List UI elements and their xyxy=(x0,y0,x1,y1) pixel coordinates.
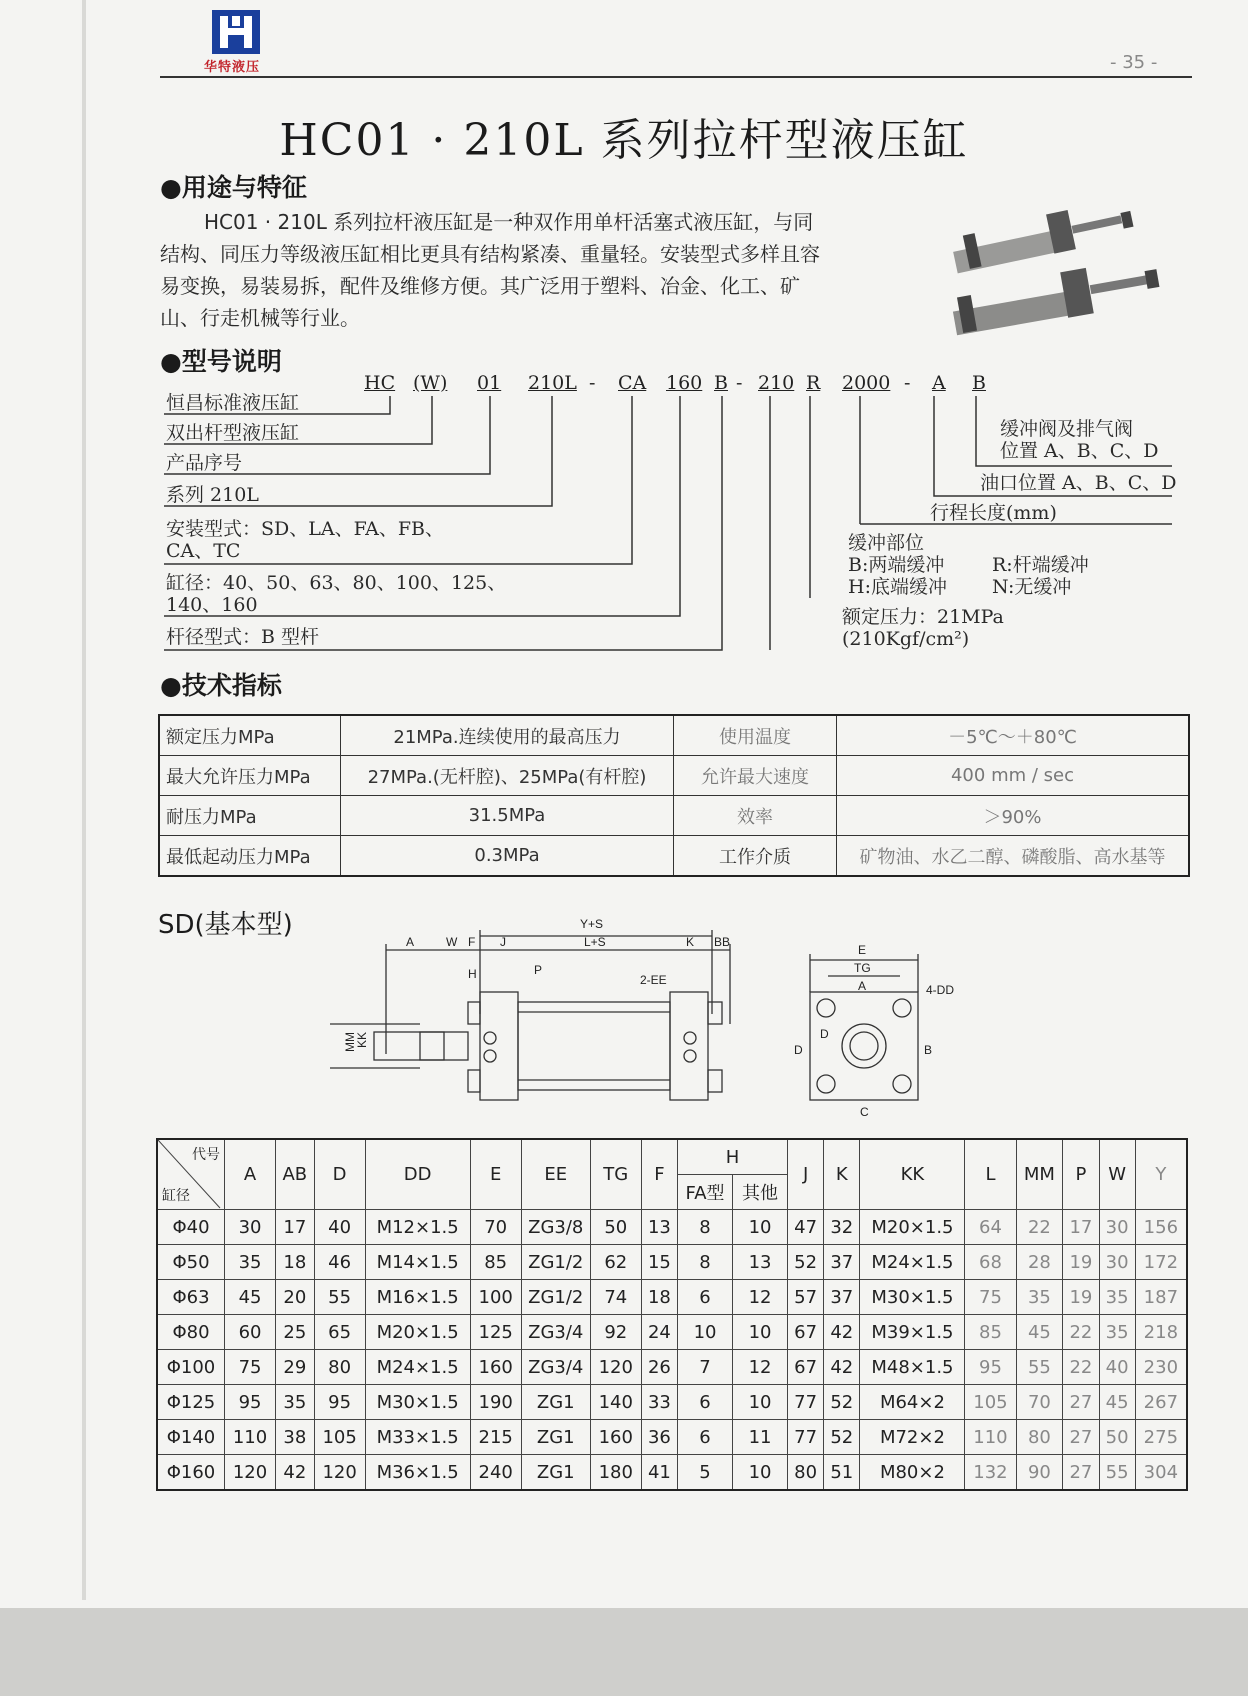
dimension-cell: 52 xyxy=(824,1420,860,1455)
dimension-cell: 80 xyxy=(314,1350,365,1385)
dimension-cell: 105 xyxy=(965,1385,1016,1420)
dimension-cell: 10 xyxy=(733,1315,788,1350)
dimension-table xyxy=(156,1138,1188,1491)
label-cushion-valve-pos: 位置 A、B、C、D xyxy=(1000,440,1159,462)
corner-cell xyxy=(157,1139,225,1210)
label-pressure-kgf: (210Kgf/cm²) xyxy=(842,628,970,650)
scan-bottom-shadow xyxy=(0,1608,1248,1696)
dimension-cell: 160 xyxy=(470,1350,521,1385)
dimension-cell: 13 xyxy=(641,1210,677,1245)
tech-label: 最低起动压力MPa xyxy=(159,836,341,877)
dimension-cell: 180 xyxy=(590,1455,641,1491)
dimension-cell: 10 xyxy=(733,1210,788,1245)
dimension-cell: 275 xyxy=(1135,1420,1187,1455)
label-cushion-valve: 缓冲阀及排气阀 xyxy=(1000,418,1134,440)
dimension-cell: 10 xyxy=(733,1385,788,1420)
col-ee: EE xyxy=(521,1139,590,1210)
col-h-other: 其他 xyxy=(733,1175,788,1210)
dimension-cell: 105 xyxy=(314,1420,365,1455)
dimension-cell: ZG1 xyxy=(521,1420,590,1455)
dimension-cell: M30×1.5 xyxy=(365,1385,470,1420)
col-e: E xyxy=(470,1139,521,1210)
dimension-cell: M36×1.5 xyxy=(365,1455,470,1491)
tech-label: 工作介质 xyxy=(674,836,837,877)
dimension-cell: 215 xyxy=(470,1420,521,1455)
dimension-cell: 30 xyxy=(225,1210,276,1245)
table-header-row xyxy=(157,1139,1187,1175)
dimension-cell: ZG1 xyxy=(521,1385,590,1420)
dimension-cell: M20×1.5 xyxy=(365,1315,470,1350)
dimension-cell: 156 xyxy=(1135,1210,1187,1245)
tech-value: ＞90% xyxy=(837,796,1190,836)
dim-bb: BB xyxy=(714,935,731,949)
dimension-cell: ZG1/2 xyxy=(521,1245,590,1280)
tech-value: 31.5MPa xyxy=(341,796,674,836)
bore-cell: Φ63 xyxy=(157,1280,225,1315)
dimension-cell: 110 xyxy=(225,1420,276,1455)
dimension-cell: 35 xyxy=(276,1385,315,1420)
page-number: - 35 - xyxy=(1110,52,1158,73)
dimension-cell: 55 xyxy=(314,1280,365,1315)
dimension-cell: 45 xyxy=(1099,1385,1135,1420)
dimension-cell: 52 xyxy=(824,1385,860,1420)
dimension-cell: 75 xyxy=(225,1350,276,1385)
dimension-cell: 95 xyxy=(225,1385,276,1420)
dimension-cell: 15 xyxy=(641,1245,677,1280)
bore-cell: Φ80 xyxy=(157,1315,225,1350)
tech-label: 额定压力MPa xyxy=(159,715,341,756)
dimension-cell: 30 xyxy=(1099,1210,1135,1245)
dimension-cell: M24×1.5 xyxy=(860,1245,965,1280)
dimension-cell: 35 xyxy=(1099,1315,1135,1350)
tech-value: 400 mm / sec xyxy=(837,756,1190,796)
dimension-cell: 140 xyxy=(590,1385,641,1420)
col-a: A xyxy=(225,1139,276,1210)
dimension-cell: 42 xyxy=(276,1455,315,1491)
col-kk: KK xyxy=(860,1139,965,1210)
dimension-cell: 42 xyxy=(824,1315,860,1350)
dimension-cell: ZG3/8 xyxy=(521,1210,590,1245)
dimension-cell: ZG3/4 xyxy=(521,1315,590,1350)
dimension-cell: 27 xyxy=(1063,1420,1099,1455)
dimension-cell: M30×1.5 xyxy=(860,1280,965,1315)
col-k: K xyxy=(824,1139,860,1210)
dim-d-inner: D xyxy=(820,1027,829,1041)
dimension-cell: M64×2 xyxy=(860,1385,965,1420)
label-cushion-part: 缓冲部位 xyxy=(848,532,925,554)
dimension-cell: 22 xyxy=(1063,1350,1099,1385)
dimension-cell: 77 xyxy=(788,1420,824,1455)
dimension-cell: 17 xyxy=(1063,1210,1099,1245)
dimension-cell: 172 xyxy=(1135,1245,1187,1280)
dimension-cell: M33×1.5 xyxy=(365,1420,470,1455)
code-b2: B xyxy=(972,372,986,394)
dimension-cell: 218 xyxy=(1135,1315,1187,1350)
label-cushion-n: N:无缓冲 xyxy=(992,576,1072,598)
dimension-cell: 85 xyxy=(470,1245,521,1280)
dimension-cell: 304 xyxy=(1135,1455,1187,1491)
code-2000: 2000 xyxy=(842,372,891,394)
tech-value: 0.3MPa xyxy=(341,836,674,877)
dimension-cell: 95 xyxy=(965,1350,1016,1385)
col-y: Y xyxy=(1135,1139,1187,1210)
corner-top: 代号 xyxy=(192,1147,220,1163)
col-j: J xyxy=(788,1139,824,1210)
label-oil-port: 油口位置 A、B、C、D xyxy=(980,472,1177,494)
dimension-cell: M20×1.5 xyxy=(860,1210,965,1245)
dimension-cell: 11 xyxy=(733,1420,788,1455)
dim-b-port: B xyxy=(924,1043,933,1057)
dimension-cell: 64 xyxy=(965,1210,1016,1245)
dim-d-port: D xyxy=(794,1043,803,1057)
label-rod: 杆径型式：B 型杆 xyxy=(166,626,320,648)
dimension-cell: 75 xyxy=(965,1280,1016,1315)
dim-ee: 2-EE xyxy=(640,973,667,987)
dimension-cell: 20 xyxy=(276,1280,315,1315)
corner-bottom: 缸径 xyxy=(162,1188,190,1204)
dimension-cell: 85 xyxy=(965,1315,1016,1350)
table-row xyxy=(159,756,1189,796)
label-stroke: 行程长度(mm) xyxy=(930,502,1057,524)
table-row xyxy=(157,1455,1187,1491)
table-row xyxy=(159,836,1189,877)
dimension-cell: M24×1.5 xyxy=(365,1350,470,1385)
dimension-cell: 120 xyxy=(225,1455,276,1491)
dimension-cell: 95 xyxy=(314,1385,365,1420)
label-cushion-h: H:底端缓冲 xyxy=(848,576,947,598)
bore-cell: Φ50 xyxy=(157,1245,225,1280)
dimension-cell: 50 xyxy=(1099,1420,1135,1455)
dim-h: H xyxy=(468,967,477,981)
label-mount-2: CA、TC xyxy=(166,540,241,562)
dimension-cell: 52 xyxy=(788,1245,824,1280)
dim-mm: MM xyxy=(343,1032,357,1052)
dimension-cell: 57 xyxy=(788,1280,824,1315)
dim-dd: 4-DD xyxy=(926,983,955,997)
dimension-cell: 27 xyxy=(1063,1455,1099,1491)
dimension-cell: 120 xyxy=(590,1350,641,1385)
tech-label: 最大允许压力MPa xyxy=(159,756,341,796)
col-d: D xyxy=(314,1139,365,1210)
dimension-cell: 30 xyxy=(1099,1245,1135,1280)
table-row xyxy=(157,1315,1187,1350)
col-l: L xyxy=(965,1139,1016,1210)
tech-label: 允许最大速度 xyxy=(674,756,837,796)
sd-drawing xyxy=(343,914,970,1124)
dimension-cell: 37 xyxy=(824,1245,860,1280)
code-dash: - xyxy=(736,372,743,394)
dimension-cell: 80 xyxy=(1016,1420,1063,1455)
dimension-cell: 55 xyxy=(1016,1350,1063,1385)
tech-value: －5℃～＋80℃ xyxy=(837,715,1190,756)
code-w: (W) xyxy=(413,372,448,394)
dim-e: E xyxy=(858,943,867,957)
dimension-cell: 22 xyxy=(1016,1210,1063,1245)
dimension-cell: 90 xyxy=(1016,1455,1063,1491)
dimension-cell: 24 xyxy=(641,1315,677,1350)
code-160: 160 xyxy=(666,372,703,394)
dimension-cell: M39×1.5 xyxy=(860,1315,965,1350)
dimension-cell: 35 xyxy=(225,1245,276,1280)
dimension-cell: 120 xyxy=(314,1455,365,1491)
dimension-cell: 47 xyxy=(788,1210,824,1245)
dimension-cell: 25 xyxy=(276,1315,315,1350)
dimension-cell: M80×2 xyxy=(860,1455,965,1491)
col-tg: TG xyxy=(590,1139,641,1210)
label-cushion-b: B:两端缓冲 xyxy=(848,554,945,576)
dim-c-port: C xyxy=(860,1105,869,1119)
tech-label: 效率 xyxy=(674,796,837,836)
dimension-cell: 70 xyxy=(1016,1385,1063,1420)
dimension-cell: 17 xyxy=(276,1210,315,1245)
dimension-cell: 37 xyxy=(824,1280,860,1315)
dimension-cell: 70 xyxy=(470,1210,521,1245)
dimension-cell: 267 xyxy=(1135,1385,1187,1420)
dimension-cell: M48×1.5 xyxy=(860,1350,965,1385)
dimension-table-body xyxy=(157,1210,1187,1491)
code-210: 210 xyxy=(758,372,795,394)
tech-value: 21MPa.连续使用的最高压力 xyxy=(341,715,674,756)
col-h-fa: FA型 xyxy=(678,1175,733,1210)
dimension-cell: 132 xyxy=(965,1455,1016,1491)
label-cushion-r: R:杆端缓冲 xyxy=(992,554,1089,576)
dimension-cell: 50 xyxy=(590,1210,641,1245)
dimension-cell: 28 xyxy=(1016,1245,1063,1280)
dimension-cell: 35 xyxy=(1016,1280,1063,1315)
dimension-cell: 10 xyxy=(678,1315,733,1350)
dimension-cell: 46 xyxy=(314,1245,365,1280)
dimension-cell: 7 xyxy=(678,1350,733,1385)
code-b: B xyxy=(714,372,728,394)
dimension-cell: 12 xyxy=(733,1280,788,1315)
dimension-cell: 5 xyxy=(678,1455,733,1491)
dimension-cell: 65 xyxy=(314,1315,365,1350)
dim-f: F xyxy=(468,935,476,949)
dimension-cell: M12×1.5 xyxy=(365,1210,470,1245)
dim-p: P xyxy=(534,963,543,977)
tech-value: 27MPa.(无杆腔)、25MPa(有杆腔) xyxy=(341,756,674,796)
dimension-cell: 36 xyxy=(641,1420,677,1455)
bore-cell: Φ100 xyxy=(157,1350,225,1385)
dimension-cell: 230 xyxy=(1135,1350,1187,1385)
dimension-cell: 27 xyxy=(1063,1385,1099,1420)
page-title: HC01 · 210L 系列拉杆型液压缸 xyxy=(279,115,969,166)
dimension-cell: ZG3/4 xyxy=(521,1350,590,1385)
bore-cell: Φ140 xyxy=(157,1420,225,1455)
label-serial: 产品序号 xyxy=(166,452,243,474)
dimension-cell: M16×1.5 xyxy=(365,1280,470,1315)
col-dd: DD xyxy=(365,1139,470,1210)
table-row xyxy=(159,715,1189,756)
dimension-cell: 10 xyxy=(733,1455,788,1491)
label-pressure: 额定压力：21MPa xyxy=(842,606,1004,628)
code-r: R xyxy=(806,372,821,394)
label-bore-2: 140、160 xyxy=(166,594,258,616)
dimension-cell: 12 xyxy=(733,1350,788,1385)
sd-heading: SD(基本型) xyxy=(158,910,293,940)
code-hc: HC xyxy=(364,372,396,394)
code-ca: CA xyxy=(618,372,647,394)
dimension-cell: 40 xyxy=(314,1210,365,1245)
tech-label: 耐压力MPa xyxy=(159,796,341,836)
col-w: W xyxy=(1099,1139,1135,1210)
dimension-cell: 6 xyxy=(678,1280,733,1315)
col-mm: MM xyxy=(1016,1139,1063,1210)
table-row xyxy=(157,1280,1187,1315)
logo-text: 华特液压 xyxy=(204,60,261,75)
dimension-cell: 38 xyxy=(276,1420,315,1455)
dimension-cell: 32 xyxy=(824,1210,860,1245)
dimension-cell: M72×2 xyxy=(860,1420,965,1455)
code-a: A xyxy=(932,372,946,394)
dim-kk: KK xyxy=(355,1031,369,1048)
dimension-cell: 8 xyxy=(678,1210,733,1245)
dimension-cell: 8 xyxy=(678,1245,733,1280)
bore-cell: Φ125 xyxy=(157,1385,225,1420)
dimension-cell: 240 xyxy=(470,1455,521,1491)
dimension-cell: 55 xyxy=(1099,1455,1135,1491)
dimension-cell: 26 xyxy=(641,1350,677,1385)
tech-value: 矿物油、水乙二醇、磷酸脂、高水基等 xyxy=(837,836,1190,877)
dimension-cell: 160 xyxy=(590,1420,641,1455)
dim-a-end: A xyxy=(858,979,867,993)
usage-heading: ●用途与特征 xyxy=(160,173,307,202)
dimension-cell: 19 xyxy=(1063,1280,1099,1315)
dimension-cell: 45 xyxy=(1016,1315,1063,1350)
dimension-cell: 19 xyxy=(1063,1245,1099,1280)
label-standard: 恒昌标准液压缸 xyxy=(166,392,300,414)
dimension-cell: 187 xyxy=(1135,1280,1187,1315)
dimension-cell: 51 xyxy=(824,1455,860,1491)
table-row xyxy=(159,796,1189,836)
dimension-cell: 67 xyxy=(788,1315,824,1350)
dimension-cell: ZG1 xyxy=(521,1455,590,1491)
dim-k: K xyxy=(686,935,695,949)
model-heading: ●型号说明 xyxy=(160,347,282,376)
dimension-cell: 68 xyxy=(965,1245,1016,1280)
col-f: F xyxy=(641,1139,677,1210)
dim-j: J xyxy=(500,935,506,949)
table-row xyxy=(157,1350,1187,1385)
dimension-cell: M14×1.5 xyxy=(365,1245,470,1280)
bore-cell: Φ40 xyxy=(157,1210,225,1245)
dimension-cell: 41 xyxy=(641,1455,677,1491)
dimension-cell: 60 xyxy=(225,1315,276,1350)
dimension-cell: ZG1/2 xyxy=(521,1280,590,1315)
dimension-cell: 74 xyxy=(590,1280,641,1315)
code-01: 01 xyxy=(477,372,502,394)
dimension-cell: 13 xyxy=(733,1245,788,1280)
dimension-cell: 29 xyxy=(276,1350,315,1385)
table-row xyxy=(157,1385,1187,1420)
dim-tg: TG xyxy=(854,961,871,975)
bore-cell: Φ160 xyxy=(157,1455,225,1491)
code-210l: 210L xyxy=(528,372,577,394)
dimension-cell: 62 xyxy=(590,1245,641,1280)
dim-w: W xyxy=(446,935,458,949)
code-dash: - xyxy=(589,372,596,394)
dimension-cell: 42 xyxy=(824,1350,860,1385)
table-row xyxy=(157,1420,1187,1455)
tech-heading: ●技术指标 xyxy=(160,671,282,700)
dimension-cell: 80 xyxy=(788,1455,824,1491)
dimension-cell: 110 xyxy=(965,1420,1016,1455)
tech-label: 使用温度 xyxy=(674,715,837,756)
dimension-cell: 67 xyxy=(788,1350,824,1385)
label-bore: 缸径：40、50、63、80、100、125、 xyxy=(166,572,507,594)
col-h: H xyxy=(678,1139,788,1175)
dimension-cell: 45 xyxy=(225,1280,276,1315)
table-row xyxy=(157,1245,1187,1280)
dimension-cell: 33 xyxy=(641,1385,677,1420)
dimension-cell: 6 xyxy=(678,1420,733,1455)
table-row xyxy=(157,1210,1187,1245)
dimension-cell: 18 xyxy=(641,1280,677,1315)
dimension-cell: 18 xyxy=(276,1245,315,1280)
label-series: 系列 210L xyxy=(166,484,259,506)
dimension-cell: 6 xyxy=(678,1385,733,1420)
tech-table xyxy=(158,714,1190,877)
label-mount: 安装型式：SD、LA、FA、FB、 xyxy=(166,518,444,540)
dimension-cell: 190 xyxy=(470,1385,521,1420)
col-p: P xyxy=(1063,1139,1099,1210)
dimension-cell: 92 xyxy=(590,1315,641,1350)
dim-ls: L+S xyxy=(584,935,606,949)
usage-text: HC01 · 210L 系列拉杆液压缸是一种双作用单杆活塞式液压缸，与同结构、同压力等级液压缸相比更具有结构紧凑、重量轻。安装型式多样且容易变换，易装易拆，配件及维修方便。其广泛用于塑料、冶金、化工、矿山、行走机械等行业。 xyxy=(160,210,820,330)
col-ab: AB xyxy=(276,1139,315,1210)
code-dash: - xyxy=(904,372,911,394)
label-double-rod: 双出杆型液压缸 xyxy=(166,422,300,444)
dim-ys: Y+S xyxy=(580,917,604,931)
dim-a: A xyxy=(406,935,415,949)
dimension-cell: 22 xyxy=(1063,1315,1099,1350)
dimension-cell: 40 xyxy=(1099,1350,1135,1385)
dimension-cell: 35 xyxy=(1099,1280,1135,1315)
dimension-cell: 100 xyxy=(470,1280,521,1315)
dimension-cell: 125 xyxy=(470,1315,521,1350)
dimension-cell: 77 xyxy=(788,1385,824,1420)
